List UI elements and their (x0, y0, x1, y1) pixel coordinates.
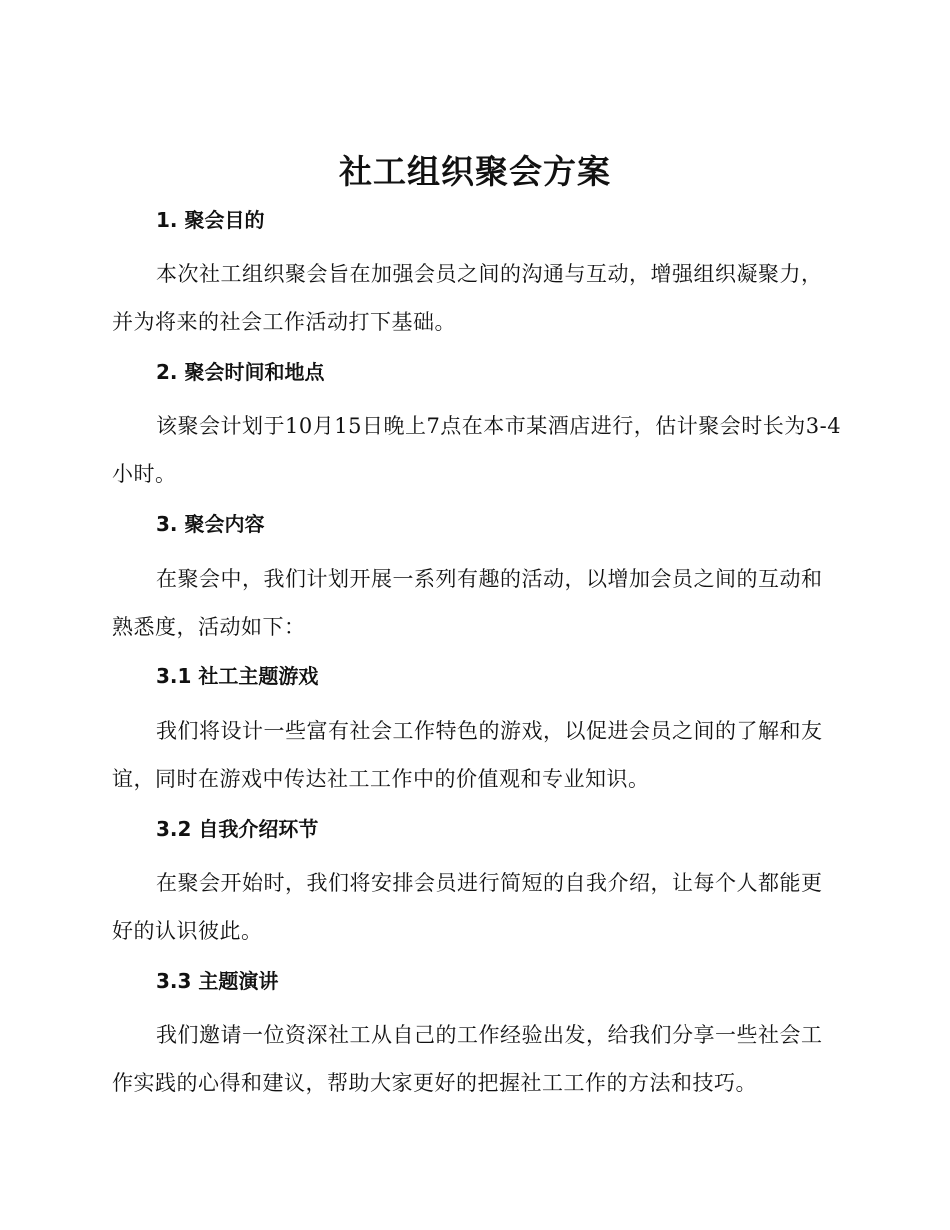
section-heading-self-intro: 3.2 自我介绍环节 (156, 817, 319, 841)
section-body-purpose: 本次社工组织聚会旨在加强会员之间的沟通与互动，增强组织凝聚力，并为将来的社会工作活动打下基础。 (112, 262, 823, 334)
section-body-keynote: 我们邀请一位资深社工从自己的工作经验出发，给我们分享一些社会工作实践的心得和建议，帮助大家更好的把握社工工作的方法和技巧。 (112, 1023, 823, 1095)
section-heading-keynote: 3.3 主题演讲 (156, 969, 279, 993)
section-body-self-intro: 在聚会开始时，我们将安排会员进行简短的自我介绍，让每个人都能更好的认识彼此。 (112, 871, 823, 943)
section-heading-content: 3. 聚会内容 (156, 512, 265, 536)
section-body-time-place: 该聚会计划于10月15日晚上7点在本市某酒店进行，估计聚会时长为3-4小时。 (112, 414, 842, 486)
section-heading-purpose: 1. 聚会目的 (156, 208, 265, 232)
section-body-content: 在聚会中，我们计划开展一系列有趣的活动，以增加会员之间的互动和熟悉度，活动如下： (112, 567, 823, 639)
section-heading-theme-games: 3.1 社工主题游戏 (156, 664, 319, 688)
document-title: 社工组织聚会方案 (339, 152, 611, 191)
section-heading-time-place: 2. 聚会时间和地点 (156, 360, 325, 384)
section-body-theme-games: 我们将设计一些富有社会工作特色的游戏，以促进会员之间的了解和友谊，同时在游戏中传达社工工作中的价值观和专业知识。 (112, 719, 823, 791)
